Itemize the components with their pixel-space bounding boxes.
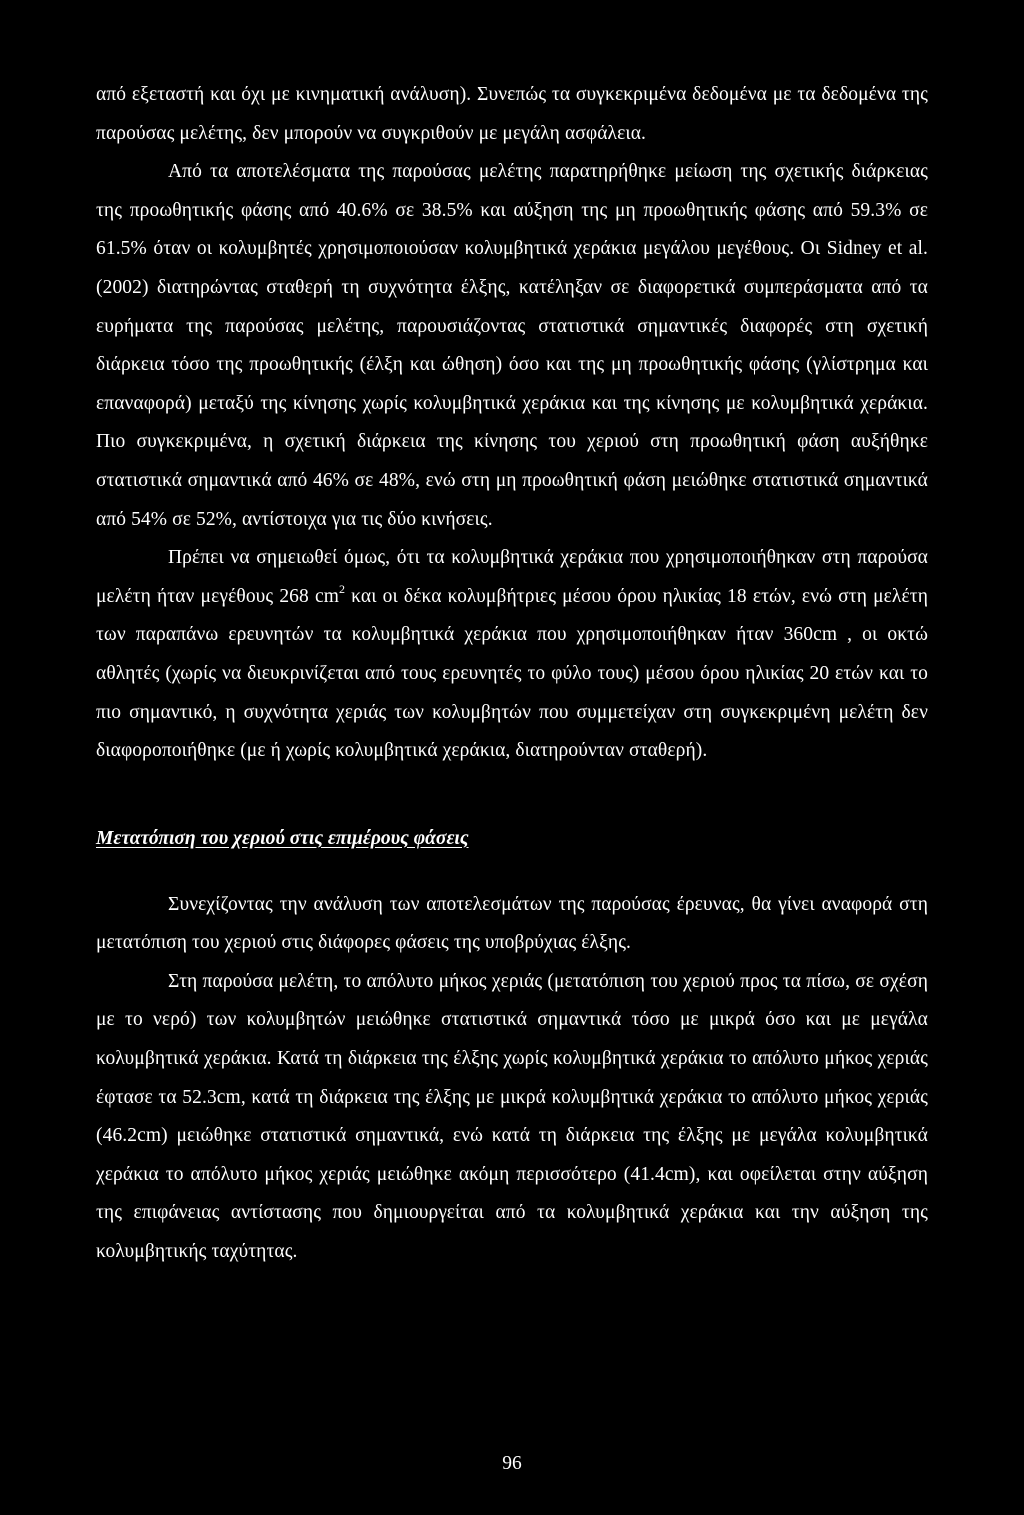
paragraph-continuation: από εξεταστή και όχι με κινηματική ανάλυση). Συνεπώς τα συγκεκριμένα δεδομένα με τα δεδομένα της παρούσας μελέτης, δεν μπορούν να συγκριθούν με μεγάλη ασφάλεια.	[96, 84, 928, 144]
page-body	[96, 76, 928, 1272]
paragraph-paddle-size-note	[96, 539, 928, 771]
paragraph-hand-displacement-intro: Συνεχίζοντας την ανάλυση των αποτελεσμάτων της παρούσας έρευνας, θα γίνει αναφορά στη μετατόπιση του χεριού στις διάφορες φάσεις της υποβρύχιας έλξης.	[96, 893, 928, 954]
page-number: 96	[502, 1453, 522, 1474]
paragraph-paddle-size-text-b: και οι δέκα κολυμβήτριες μέσου όρου ηλικίας 18 ετών, ενώ στη μελέτη των παραπάνω ερευνητών τα κολυμβητικά χεράκια που χρησιμοποιήθηκαν ήταν 360cm , οι οκτώ αθλητές (χωρίς να διευκρινίζεται από τους ερευνητές το φύλο τους) μέσου όρου ηλικίας 20 ετών και το πιο σημαντικό, η συχνότητα χεριάς των κολυμβητών που συμμετείχαν στη συγκεκριμένη μελέτη δεν διαφοροποιήθηκε (με ή χωρίς κολυμβητικά χεράκια, διατηρούνταν σταθερή).	[96, 585, 928, 762]
section-heading: Μετατόπιση του χεριού στις επιμέρους φάσεις	[96, 827, 469, 849]
superscript-squared: 2	[338, 581, 346, 596]
paragraph-paddle-size-text-a: Πρέπει να σημειωθεί όμως, ότι τα κολυμβητικά χεράκια που χρησιμοποιήθηκαν στη παρούσα μελέτη ήταν μεγέθους 268 cm	[96, 547, 928, 607]
paragraph-stroke-length: Στη παρούσα μελέτη, το απόλυτο μήκος χεριάς (μετατόπιση του χεριού προς τα πίσω, σε σχέση με το νερό) των κολυμβητών μειώθηκε στατιστικά σημαντικά τόσο με μικρά όσο και με μεγάλα κολυμβητικά χεράκια. Κατά τη διάρκεια της έλξης χωρίς κολυμβητικά χεράκια το απόλυτο μήκος χεριάς έφτασε τα 52.3cm, κατά τη διάρκεια της έλξης με μικρά κολυμβητικά χεράκια το απόλυτο μήκος χεριάς (46.2cm) μειώθηκε στατιστικά σημαντικά, ενώ κατά τη διάρκεια της έλξης με μεγάλα κολυμβητικά χεράκια το απόλυτο μήκος χεριάς μειώθηκε ακόμη περισσότερο (41.4cm), και οφείλεται στην αύξηση της επιφάνειας αντίστασης που δημιουργείται από τα κολυμβητικά χεράκια και την αύξηση της κολυμβητικής ταχύτητας.	[96, 970, 928, 1263]
paragraph-phase-duration: Από τα αποτελέσματα της παρούσας μελέτης παρατηρήθηκε μείωση της σχετικής διάρκειας της προωθητικής φάσης από 40.6% σε 38.5% και αύξηση της μη προωθητικής φάσης από 59.3% σε 61.5% όταν οι κολυμβητές χρησιμοποιούσαν κολυμβητικά χεράκια μεγάλου μεγέθους. Οι Sidney et al. (2002) διατηρώντας σταθερή τη συχνότητα έλξης, κατέληξαν σε διαφορετικά συμπεράσματα από τα ευρήματα της παρούσας μελέτης, παρουσιάζοντας στατιστικά σημαντικές διαφορές στη σχετική διάρκεια τόσο της προωθητικής (έλξη και ώθηση) όσο και της μη προωθητικής φάσης (γλίστρημα και επαναφορά) μεταξύ της κίνησης χωρίς κολυμβητικά χεράκια και της κίνησης με κολυμβητικά χεράκια. Πιο συγκεκριμένα, η σχετική διάρκεια της κίνησης του χεριού στη προωθητική φάση αυξήθηκε στατιστικά σημαντικά από 46% σε 48%, ενώ στη μη προωθητική φάση μειώθηκε στατιστικά σημαντικά από 54% σε 52%, αντίστοιχα για τις δύο κινήσεις.	[96, 161, 928, 530]
